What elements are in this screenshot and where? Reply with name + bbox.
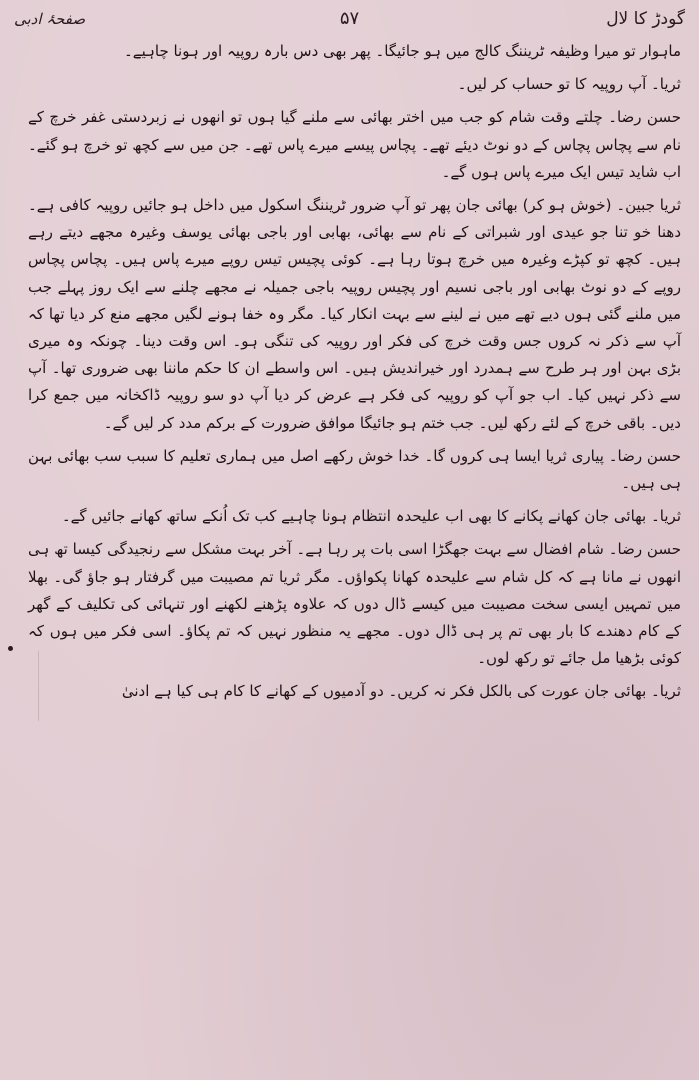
ink-spot	[8, 646, 13, 651]
paragraph: ثریا۔ بھائی جان عورت کی بالکل فکر نہ کریں۔ دو آدمیوں کے کھانے کا کام ہی کیا ہے ادنیٰ	[121, 682, 681, 701]
body-text	[28, 38, 681, 712]
paragraph: حسن رضا۔ پیاری ثریا ایسا ہی کروں گا۔ خدا خوش رکھے اصل میں ہماری تعلیم کا سبب سب بھائی بہن ہی ہیں۔	[28, 446, 681, 493]
paragraph: حسن رضا۔ شام افضال سے بہت جھگڑا اسی بات پر رہا ہے۔ آخر بہت مشکل سے رنجیدگی کیسا تھ ہی انھوں نے مانا ہے کہ کل شام سے علیحدہ کھانا پکواؤں۔ مگر ثریا تم مصیبت میں گرفتار ہو جاؤ گی۔ بھلا میں تمہیں ایسی سخت مصیبت میں کیسے ڈال دوں کہ علاوہ پڑھنے لکھنے اور تنہائی کی تکلیف کے گھر کے کام دھندے کا بار بھی تم پر ہی ڈال دوں۔ مجھے یہ منظور نہیں کہ تم پکاؤ۔ اسی فکر میں ہوں کہ کوئی بڑھیا مل جائے تو رکھ لوں۔	[28, 540, 681, 668]
section-label: صفحۂ ادبی	[14, 10, 86, 28]
paper-fold-mark	[0, 651, 39, 739]
page-number: ۵۷	[339, 8, 360, 29]
running-title: گودڑ کا لال	[606, 9, 685, 29]
paragraph: حسن رضا۔ چلتے وقت شام کو جب میں اختر بھائی سے ملنے گیا ہوں تو انھوں نے زبردستی غفر خرچ کے نام سے پچاس پچاس کے دو نوٹ دیئے تھے۔ پچاس پیسے میرے پاس تھے۔ جن میں سے کچھ تو خرچ ہو گئے۔ اب شاید تیس ایک میرے پاس ہوں گے۔	[28, 108, 681, 181]
page-header	[14, 4, 685, 34]
paragraph: ماہوار تو میرا وظیفہ ٹریننگ کالج میں ہو جائیگا۔ پھر بھی دس بارہ روپیہ اور ہونا چاہیے۔	[123, 42, 681, 60]
paragraph: ثریا جبین۔ (خوش ہو کر) بھائی جان پھر تو آپ ضرور ٹریننگ اسکول میں داخل ہو جائیں روپیہ کافی ہے۔ دھنا خو تنا جو عیدی اور شبراتی کے نام سے بھائی، بھابی اور باجی بھائی یوسف وغیرہ مجھے دیتے رہے ہیں۔ کچھ تو کپڑے وغیرہ میں خرچ ہوتا رہا ہے۔ کوئی پچیس تیس روپے میرے پاس ہیں۔ پچاس پچاس روپے کے دو نوٹ بھابی اور باجی نسیم اور پچیس روپیہ باجی جمیلہ نے مجھے چلنے سے ایک روز پہلے جب میں ملنے گئی ہوں دیے تھے میں نے لینے سے بہت انکار کیا۔ مگر وہ خفا ہونے لگیں مجھے منع کر دیا تھا کہ آپ سے ذکر نہ کروں جس وقت خرچ کی فکر اور روپیہ کی تنگی ہو۔ اس وقت دینا۔ چونکہ وہ میری بڑی بہن اور ہر طرح سے ہمدرد اور خیراندیش ہیں۔ اس واسطے ان کا حکم ماننا بھی ضروری تھا۔ آپ سے ذکر نہیں کیا۔ اب جو آپ کو روپیہ کی فکر ہے عرض کر دیا آپ دو سو روپیہ ڈاکخانہ میں جمع کرا دیں۔ باقی خرچ کے لئے رکھ لیں۔ جب ختم ہو جائیگا موافق ضرورت کے برکم مدد کر لیں گے۔	[28, 196, 681, 432]
paragraph: ثریا۔ بھائی جان کھانے پکانے کا بھی اب علیحدہ انتظام ہونا چاہیے کب تک اُنکے ساتھ کھانے جائیں گے۔	[61, 507, 681, 526]
paragraph: ثریا۔ آپ روپیہ کا تو حساب کر لیں۔	[457, 75, 681, 94]
